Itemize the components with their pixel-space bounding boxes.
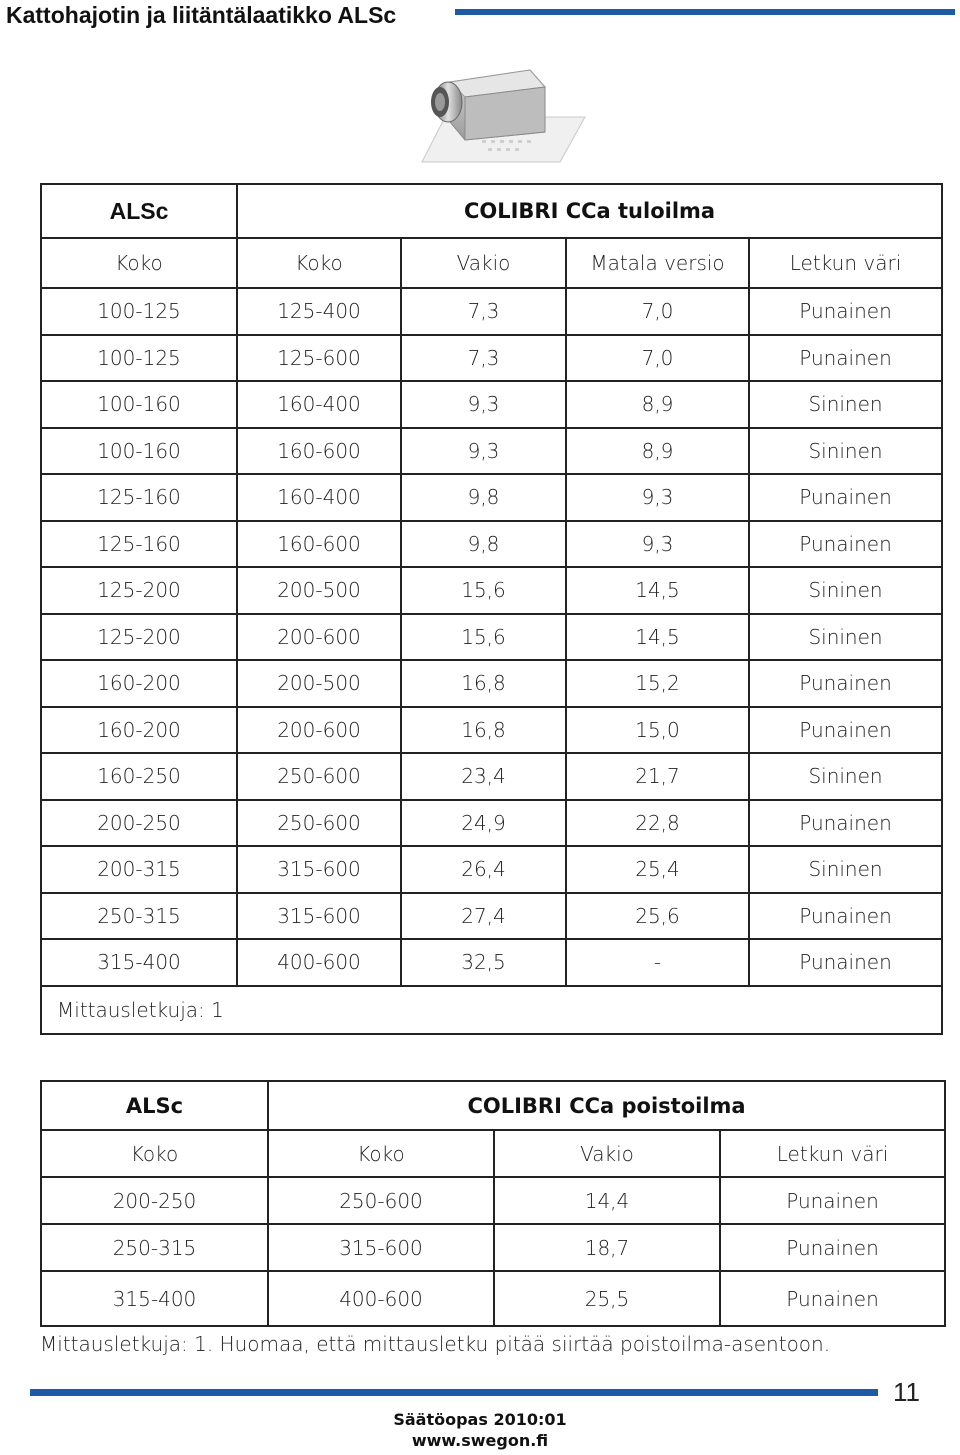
column-header: Koko — [41, 1130, 268, 1177]
table-cell: 9,3 — [566, 474, 749, 521]
table-row — [41, 753, 942, 800]
table-cell: 9,3 — [401, 381, 566, 428]
column-header: Vakio — [401, 238, 566, 288]
table-cell: Sininen — [749, 381, 942, 428]
exhaust-note: Mittausletkuja: 1. Huomaa, että mittausletku pitää siirtää poistoilma-asentoon. — [40, 1332, 831, 1356]
table-cell: Punainen — [749, 893, 942, 940]
column-header-row — [41, 1130, 945, 1177]
table-cell: 14,5 — [566, 567, 749, 614]
table-cell: 100-125 — [41, 288, 237, 335]
table-cell: 160-400 — [237, 474, 401, 521]
table-note-row — [41, 986, 942, 1034]
table-cell: Sininen — [749, 753, 942, 800]
table-cell: Punainen — [720, 1177, 945, 1224]
table-cell: 125-160 — [41, 474, 237, 521]
table-cell: Punainen — [749, 707, 942, 754]
table-cell: 9,3 — [566, 521, 749, 568]
table-row — [41, 1224, 945, 1271]
table-cell: 125-600 — [237, 335, 401, 382]
table-cell: 32,5 — [401, 939, 566, 986]
table-cell: 9,3 — [401, 428, 566, 475]
table-cell: 15,6 — [401, 567, 566, 614]
product-image — [420, 62, 590, 167]
table-cell: 9,8 — [401, 521, 566, 568]
table-cell: 250-600 — [268, 1177, 494, 1224]
table-row — [41, 1177, 945, 1224]
table-cell: Sininen — [749, 428, 942, 475]
table-row — [41, 800, 942, 847]
table-cell: 315-600 — [237, 893, 401, 940]
table-cell: 15,6 — [401, 614, 566, 661]
table-cell: 250-315 — [41, 893, 237, 940]
table-cell: 16,8 — [401, 707, 566, 754]
table-cell: 200-250 — [41, 800, 237, 847]
supply-note: Mittausletkuja: 1 — [41, 986, 942, 1034]
table-row — [41, 381, 942, 428]
table-cell: Punainen — [720, 1224, 945, 1271]
table-cell: 160-200 — [41, 660, 237, 707]
table-cell: 7,0 — [566, 288, 749, 335]
page-title: Kattohajotin ja liitäntälaatikko ALSc — [6, 2, 397, 28]
table-row — [41, 707, 942, 754]
table-cell: - — [566, 939, 749, 986]
column-header: Koko — [237, 238, 401, 288]
table-cell: 7,0 — [566, 335, 749, 382]
table-cell: 200-315 — [41, 846, 237, 893]
table-cell: Punainen — [749, 939, 942, 986]
table-cell: 23,4 — [401, 753, 566, 800]
column-header: Matala versio — [566, 238, 749, 288]
table-cell: 22,8 — [566, 800, 749, 847]
table-row — [41, 335, 942, 382]
table-cell: 100-160 — [41, 428, 237, 475]
table-cell: Sininen — [749, 567, 942, 614]
table-cell: 125-400 — [237, 288, 401, 335]
footer-rule — [30, 1389, 878, 1396]
table-cell: 14,4 — [494, 1177, 720, 1224]
table-row — [41, 1271, 945, 1326]
table-header-row — [41, 184, 942, 238]
table-cell: 160-600 — [237, 428, 401, 475]
table-cell: 15,2 — [566, 660, 749, 707]
table-header-alsc: ALSc — [41, 1081, 268, 1130]
table-cell: 21,7 — [566, 753, 749, 800]
table-cell: 14,5 — [566, 614, 749, 661]
table-cell: 400-600 — [268, 1271, 494, 1326]
table-cell: 400-600 — [237, 939, 401, 986]
table-cell: 200-500 — [237, 567, 401, 614]
table-cell: 200-600 — [237, 707, 401, 754]
title-rule — [455, 9, 955, 15]
table-row — [41, 428, 942, 475]
table-cell: 315-600 — [268, 1224, 494, 1271]
column-header: Koko — [41, 238, 237, 288]
table-cell: Punainen — [749, 335, 942, 382]
table-cell: Punainen — [749, 521, 942, 568]
table-cell: 25,5 — [494, 1271, 720, 1326]
table-cell: 315-400 — [41, 1271, 268, 1326]
column-header-row — [41, 238, 942, 288]
column-header: Letkun väri — [720, 1130, 945, 1177]
table-cell: 160-200 — [41, 707, 237, 754]
table-cell: Sininen — [749, 846, 942, 893]
table-cell: 25,6 — [566, 893, 749, 940]
table-header-alsc: ALSc — [41, 184, 237, 238]
table-cell: 250-600 — [237, 753, 401, 800]
table-cell: Punainen — [749, 288, 942, 335]
supply-table — [40, 183, 943, 1035]
table-cell: 25,4 — [566, 846, 749, 893]
table-cell: 200-250 — [41, 1177, 268, 1224]
table-cell: 250-315 — [41, 1224, 268, 1271]
table-row — [41, 939, 942, 986]
table-cell: Punainen — [749, 660, 942, 707]
footer-url: www.swegon.fi — [411, 1431, 549, 1450]
table-cell: 26,4 — [401, 846, 566, 893]
table-row — [41, 893, 942, 940]
table-cell: 15,0 — [566, 707, 749, 754]
table-cell: 100-160 — [41, 381, 237, 428]
table-cell: Punainen — [749, 474, 942, 521]
table-cell: Punainen — [749, 800, 942, 847]
exhaust-table — [40, 1080, 946, 1327]
table-cell: 9,8 — [401, 474, 566, 521]
table-cell: 160-400 — [237, 381, 401, 428]
column-header: Letkun väri — [749, 238, 942, 288]
table-row — [41, 474, 942, 521]
table-header-colibri: COLIBRI CCa tuloilma — [237, 184, 942, 238]
table-cell: 250-600 — [237, 800, 401, 847]
table-row — [41, 288, 942, 335]
table-cell: 7,3 — [401, 288, 566, 335]
table-row — [41, 660, 942, 707]
table-cell: 125-160 — [41, 521, 237, 568]
table-cell: 125-200 — [41, 567, 237, 614]
table-cell: 8,9 — [566, 381, 749, 428]
table-cell: 160-250 — [41, 753, 237, 800]
table-cell: 125-200 — [41, 614, 237, 661]
table-row — [41, 846, 942, 893]
table-row — [41, 614, 942, 661]
table-cell: 160-600 — [237, 521, 401, 568]
table-row — [41, 567, 942, 614]
table-header-colibri: COLIBRI CCa poistoilma — [268, 1081, 945, 1130]
table-cell: 315-600 — [237, 846, 401, 893]
table-cell: 24,9 — [401, 800, 566, 847]
page-number: 11 — [893, 1377, 920, 1407]
footer-publication: Säätöopas 2010:01 — [393, 1410, 567, 1429]
column-header: Koko — [268, 1130, 494, 1177]
table-row — [41, 521, 942, 568]
table-cell: Punainen — [720, 1271, 945, 1326]
table-cell: Sininen — [749, 614, 942, 661]
column-header: Vakio — [494, 1130, 720, 1177]
table-cell: 16,8 — [401, 660, 566, 707]
table-cell: 200-600 — [237, 614, 401, 661]
table-cell: 27,4 — [401, 893, 566, 940]
table-cell: 8,9 — [566, 428, 749, 475]
table-header-row — [41, 1081, 945, 1130]
table-cell: 200-500 — [237, 660, 401, 707]
table-cell: 315-400 — [41, 939, 237, 986]
table-cell: 7,3 — [401, 335, 566, 382]
table-cell: 18,7 — [494, 1224, 720, 1271]
table-cell: 100-125 — [41, 335, 237, 382]
